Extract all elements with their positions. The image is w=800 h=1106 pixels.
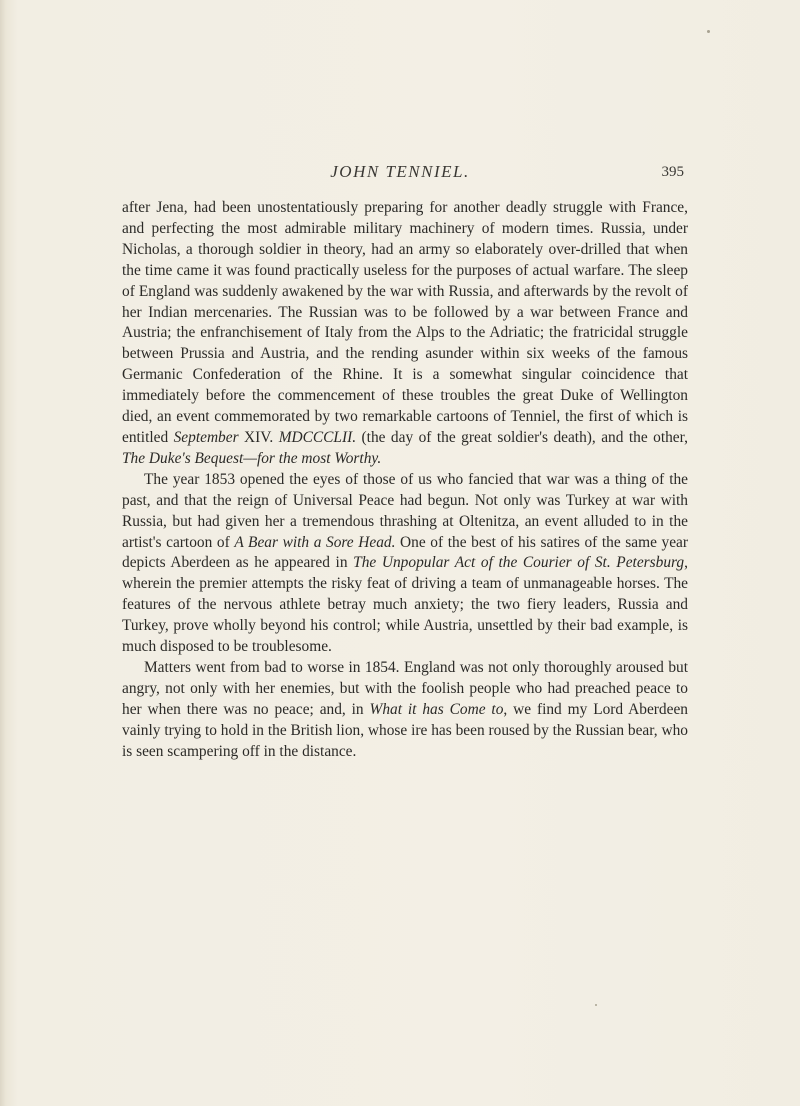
paragraph-1 [122, 198, 688, 470]
text-segment: after Jena, had been unostentatiously preparing for another deadly struggle with France, and perfecting the most admirable military machinery of modern times. Russia, under Nicholas, a thorough soldier in theory, had an army so elaborately over-drilled that when the time came it was found practically useless for the purposes of actual warfare. The sleep of England was suddenly awakened by the war with Russia, and afterwards by the revolt of her Indian mercenaries. The Russian was to be followed by a war between France and Austria; the enfranchisement of Italy from the Alps to the Adriatic; the fratricidal struggle between Prussia and Austria, and the rending asunder within six weeks of the famous Germanic Confederation of the Rhine. It is a somewhat singular coincidence that immediately before the commencement of these troubles the great Duke of Wellington died, an event commemorated by two remarkable cartoons of Tenniel, the first of which is entitled [122, 199, 688, 446]
paper-speck [595, 1004, 597, 1006]
body-text [122, 198, 688, 762]
italic-title: September [173, 428, 239, 446]
italic-title: A Bear with a Sore Head. [234, 533, 396, 551]
paper-speck [707, 30, 710, 33]
paragraph-2 [122, 470, 688, 658]
text-segment: (the day of the great soldier's death), and the other, [356, 428, 688, 446]
italic-title: What it has Come to [369, 700, 504, 718]
italic-title: The Duke's Bequest—for the most Worthy. [122, 449, 382, 467]
italic-title: The Unpopular Act of the Courier of St. Petersburg [353, 554, 685, 572]
paragraph-3 [122, 658, 688, 763]
text-segment: , wherein the premier attempts the risky feat of driving a team of unmanageable horses. The features of the nervous athlete betray much anxiety; the two fiery leaders, Russia and Turkey, prove wholly beyond his control; while Austria, unsettled by their bad example, is much disposed to be troublesome. [122, 554, 688, 656]
running-title: JOHN TENNIEL. [330, 162, 470, 181]
text-segment: , we find my Lord Aberdeen vainly trying to hold in the British lion, whose ire has been roused by the Russian bear, who is seen scampering off in the distance. [122, 700, 688, 760]
text-segment: Matters went from bad to worse in 1854. England was not only thoroughly aroused but angry, not only with her enemies, but with the foolish people who had preached peace to her when there was no peace; and, in [122, 658, 688, 718]
text-segment: One of the best of his satires of the same year depicts Aberdeen as he appeared in [122, 533, 688, 572]
text-segment: The year 1853 opened the eyes of those of us who fancied that war was a thing of the past, and that the reign of Universal Peace had begun. Not only was Turkey at war with Russia, but had given her a tremendous thrashing at Oltenitza, an event alluded to in the artist's cartoon of [122, 470, 688, 551]
italic-title: MDCCCLII. [278, 428, 357, 446]
page-number: 395 [661, 164, 684, 180]
text-segment: XIV. [238, 428, 279, 446]
